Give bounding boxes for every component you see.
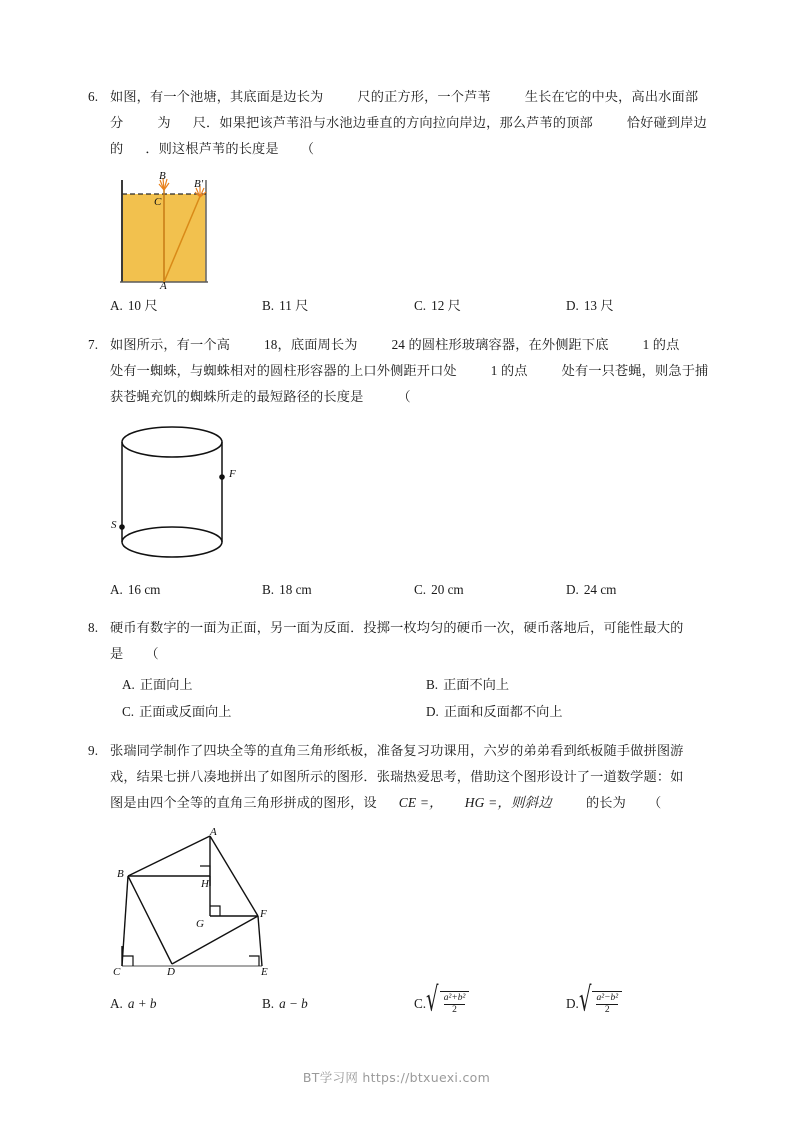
question-7-figure	[110, 420, 718, 572]
option-8-A[interactable]: A. 正面向上	[122, 677, 193, 692]
question-9-line-3	[88, 790, 718, 816]
question-6-text-j: （	[300, 141, 315, 156]
question-9-text-d: 的长为	[585, 795, 626, 810]
question-6-options	[88, 294, 718, 318]
question-7	[88, 332, 718, 602]
question-9-options	[88, 981, 718, 1019]
question-6-text-c: 生长在它的中央，高出水面部	[524, 89, 699, 104]
question-7-text-b: 18，底面周长为	[264, 337, 358, 352]
page-content	[88, 84, 718, 1020]
option-8-C[interactable]: C. 正面或反面向上	[122, 704, 232, 719]
question-9-expr-ce: CE =，	[398, 795, 443, 810]
triangle-label-G: G	[196, 918, 204, 930]
option-9-D[interactable]: D. √ $\frac{\text{a²−b²}}{2}$	[566, 992, 718, 1018]
option-6-C[interactable]: C. 12 尺	[414, 298, 461, 313]
cylinder-diagram	[110, 420, 260, 572]
question-7-text-g: 处有一只苍蝇，则急于捕	[561, 363, 709, 378]
question-7-line-2	[88, 358, 718, 384]
question-6-text-e: 为	[157, 115, 171, 130]
option-8-B[interactable]: B. 正面不向上	[426, 677, 510, 692]
option-9-C-radical	[426, 981, 469, 1019]
option-9-D-denominator: 2	[596, 1004, 618, 1016]
question-9-text-a: 张瑞同学制作了四块全等的直角三角形纸板，准备复习功课用，六岁的弟弟看到纸板随手做拼图游	[110, 743, 684, 758]
question-8-text-c: （	[145, 646, 159, 661]
pond-label-B: B	[159, 170, 166, 182]
option-6-A[interactable]: A. 10 尺	[110, 298, 158, 313]
question-6-text-b: 尺的正方形，一个芦苇	[357, 89, 491, 104]
cylinder-label-S: S	[111, 519, 117, 531]
option-9-C[interactable]: C. √ $\frac{\text{a²+b²}}{2}$	[414, 992, 566, 1018]
pond-label-A: A	[160, 280, 167, 292]
question-9-line-1	[88, 738, 718, 764]
question-8	[88, 615, 718, 725]
option-7-B[interactable]: B. 18 cm	[262, 582, 312, 597]
radical-sign-icon: √	[426, 981, 439, 1019]
option-9-D-numerator: a²−b²	[596, 993, 619, 1003]
question-6-line-1	[88, 84, 718, 110]
option-7-A[interactable]: A. 16 cm	[110, 582, 161, 597]
question-7-text-i: （	[397, 389, 411, 404]
question-9-number: 9.	[88, 743, 99, 758]
option-7-C[interactable]: C. 20 cm	[414, 582, 464, 597]
question-9-text-e: （	[647, 795, 662, 810]
question-8-line-2	[88, 641, 718, 667]
question-8-options	[88, 671, 718, 725]
option-9-C-numerator: a²+b²	[443, 993, 466, 1003]
question-6-line-3	[88, 136, 718, 162]
question-9	[88, 738, 718, 1018]
option-9-D-radical	[578, 981, 622, 1019]
option-6-D[interactable]: D. 13 尺	[566, 298, 614, 313]
question-7-text-e: 处有一蜘蛛，与蜘蛛相对的圆柱形容器的上口外侧距开口处	[110, 363, 457, 378]
question-6-figure	[110, 170, 718, 292]
triangle-label-E: E	[261, 966, 268, 978]
footer-watermark: BT学习网 https://btxuexi.com	[302, 1070, 491, 1085]
question-6-text-d: 分	[110, 115, 124, 130]
pond-label-B-prime: B'	[194, 178, 204, 190]
question-6-text-g: 恰好碰到岸边	[626, 115, 707, 130]
question-7-number: 7.	[88, 337, 99, 352]
triangle-label-C: C	[113, 966, 121, 978]
question-8-text-b: 是	[110, 646, 124, 661]
question-7-line-3	[88, 384, 718, 410]
triangle-label-A: A	[210, 826, 217, 838]
option-6-B[interactable]: B. 11 尺	[262, 298, 309, 313]
question-7-text-c: 24 的圆柱形玻璃容器，在外侧距下底	[391, 337, 609, 352]
pond-reed-diagram	[110, 170, 220, 292]
question-7-text-a: 如图所示，有一个高	[110, 337, 231, 352]
question-9-text-b: 戏，结果七拼八凑地拼出了如图所示的图形．张瑞热爱思考，借助这个图形设计了一道数学题：如	[110, 769, 684, 784]
triangle-label-F: F	[260, 908, 267, 920]
triangle-label-H: H	[201, 878, 209, 890]
question-6-line-2	[88, 110, 718, 136]
triangle-label-D: D	[167, 966, 175, 978]
option-8-D[interactable]: D. 正面和反面都不向上	[426, 704, 563, 719]
question-7-options	[88, 578, 718, 602]
option-9-B[interactable]: B. a − b	[262, 996, 308, 1011]
cylinder-label-F: F	[229, 468, 236, 480]
question-9-figure	[110, 824, 718, 982]
question-9-expr-hg: HG =，则斜边	[464, 795, 552, 810]
question-7-text-f: 1 的点	[490, 363, 528, 378]
question-7-line-1	[88, 332, 718, 358]
question-9-text-c: 图是由四个全等的直角三角形拼成的图形，设	[110, 795, 377, 810]
triangle-label-B: B	[117, 868, 124, 880]
question-8-line-1	[88, 615, 718, 641]
question-6-text-f: 尺．如果把该芦苇沿与水池边垂直的方向拉向岸边，那么芦苇的顶部	[192, 115, 593, 130]
question-7-text-h: 获苍蝇充饥的蜘蛛所走的最短路径的长度是	[110, 389, 364, 404]
four-congruent-right-triangles-diagram	[110, 824, 290, 982]
question-6-number: 6.	[88, 89, 99, 104]
question-6-text-h: 的	[110, 141, 124, 156]
question-8-number: 8.	[88, 620, 99, 635]
question-6-text-a: 如图，有一个池塘，其底面是边长为	[110, 89, 324, 104]
question-8-text-a: 硬币有数字的一面为正面，另一面为反面．投掷一枚均匀的硬币一次，硬币落地后，可能性最大的	[110, 620, 684, 635]
option-9-C-denominator: 2	[444, 1004, 466, 1016]
radical-sign-icon: √	[578, 981, 592, 1019]
question-7-text-d: 1 的点	[642, 337, 680, 352]
option-7-D[interactable]: D. 24 cm	[566, 582, 617, 597]
question-6-text-i: ．则这根芦苇的长度是	[145, 141, 279, 156]
question-6	[88, 84, 718, 318]
pond-label-C: C	[154, 196, 162, 208]
option-9-A[interactable]: A. a + b	[110, 996, 157, 1011]
question-9-line-2	[88, 764, 718, 790]
